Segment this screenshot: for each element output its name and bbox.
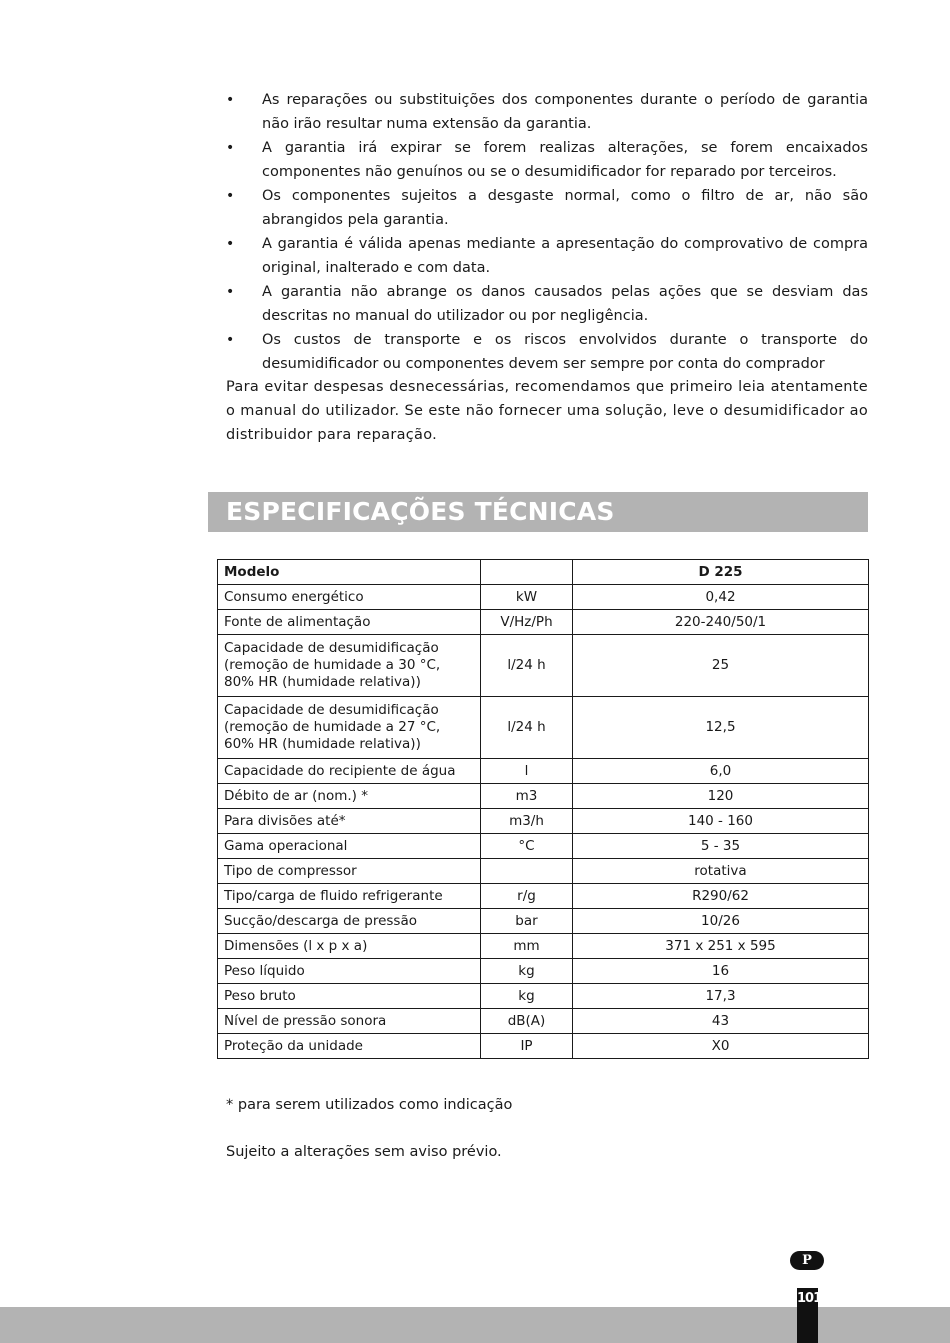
- table-row: [218, 834, 869, 859]
- spec-label: Peso bruto: [218, 984, 481, 1009]
- table-row: [218, 697, 869, 759]
- spec-label: Tipo/carga de fluido refrigerante: [218, 884, 481, 909]
- spec-label: Capacidade do recipiente de água: [218, 759, 481, 784]
- closing-paragraph: Para evitar despesas desnecessárias, recomendamos que primeiro leia atentamente o manual do utilizador. Se este não fornecer uma solução, leve o desumidificador ao distribuidor para reparação.: [226, 379, 868, 443]
- spec-unit: [481, 859, 573, 884]
- spec-value: 10/26: [573, 909, 869, 934]
- bullet-text: Os componentes sujeitos a desgaste normal, como o filtro de ar, não são abrangidos pela garantia.: [262, 188, 868, 228]
- spec-label: Gama operacional: [218, 834, 481, 859]
- disclaimer: Sujeito a alterações sem aviso prévio.: [226, 1144, 502, 1160]
- table-row: [218, 809, 869, 834]
- spec-value: 5 - 35: [573, 834, 869, 859]
- spec-value: 371 x 251 x 595: [573, 934, 869, 959]
- bullet-item: [226, 136, 868, 184]
- table-header-row: [218, 560, 869, 585]
- footnote: * para serem utilizados como indicação: [226, 1097, 513, 1113]
- table-row: [218, 1009, 869, 1034]
- table-row: [218, 1034, 869, 1059]
- spec-label: Dimensões (l x p x a): [218, 934, 481, 959]
- spec-unit: [481, 560, 573, 585]
- spec-unit: l/24 h: [481, 635, 573, 697]
- spec-label: Proteção da unidade: [218, 1034, 481, 1059]
- bullet-text: A garantia é válida apenas mediante a apresentação do comprovativo de compra original, inalterado e com data.: [262, 236, 868, 276]
- bullet-text: As reparações ou substituições dos componentes durante o período de garantia não irão resultar numa extensão da garantia.: [262, 92, 868, 132]
- spec-unit: m3/h: [481, 809, 573, 834]
- table-row: [218, 984, 869, 1009]
- bullet-item: [226, 184, 868, 232]
- spec-label: Débito de ar (nom.) *: [218, 784, 481, 809]
- table-row: [218, 934, 869, 959]
- language-badge: P: [790, 1251, 824, 1270]
- bullet-item: [226, 280, 868, 328]
- section-title: ESPECIFICAÇÕES TÉCNICAS: [208, 492, 868, 532]
- bullet-glyph: •: [226, 236, 235, 252]
- bullet-glyph: •: [226, 332, 235, 348]
- spec-label: Para divisões até*: [218, 809, 481, 834]
- spec-value: 43: [573, 1009, 869, 1034]
- spec-unit: l: [481, 759, 573, 784]
- bullet-glyph: •: [226, 92, 235, 108]
- bullet-item: [226, 328, 868, 376]
- bullet-glyph: •: [226, 284, 235, 300]
- spec-value: 12,5: [573, 697, 869, 759]
- spec-value: 25: [573, 635, 869, 697]
- spec-value: R290/62: [573, 884, 869, 909]
- spec-unit: °C: [481, 834, 573, 859]
- spec-unit: r/g: [481, 884, 573, 909]
- spec-label: Nível de pressão sonora: [218, 1009, 481, 1034]
- bullet-item: [226, 88, 868, 136]
- spec-value: 16: [573, 959, 869, 984]
- spec-unit: bar: [481, 909, 573, 934]
- spec-unit: IP: [481, 1034, 573, 1059]
- page-number: 101: [797, 1288, 818, 1343]
- table-row: [218, 959, 869, 984]
- spec-unit: dB(A): [481, 1009, 573, 1034]
- spec-unit: l/24 h: [481, 697, 573, 759]
- spec-label: Capacidade de desumidificação (remoção de humidade a 27 °C, 60% HR (humidade relativa)): [218, 697, 481, 759]
- bullet-text: A garantia não abrange os danos causados pelas ações que se desviam das descritas no manual do utilizador ou por negligência.: [262, 284, 868, 324]
- bullet-item: [226, 232, 868, 280]
- spec-label: Capacidade de desumidificação (remoção de humidade a 30 °C, 80% HR (humidade relativa)): [218, 635, 481, 697]
- spec-unit: kg: [481, 984, 573, 1009]
- table-row: [218, 635, 869, 697]
- spec-value: 6,0: [573, 759, 869, 784]
- spec-unit: m3: [481, 784, 573, 809]
- table-row: [218, 759, 869, 784]
- spec-value: X0: [573, 1034, 869, 1059]
- bullet-text: A garantia irá expirar se forem realizas alterações, se forem encaixados componentes não genuínos ou se o desumidificador for reparado por terceiros.: [262, 140, 868, 180]
- spec-value: 0,42: [573, 585, 869, 610]
- bullet-glyph: •: [226, 140, 235, 156]
- spec-label: Consumo energético: [218, 585, 481, 610]
- spec-label: Modelo: [218, 560, 481, 585]
- spec-unit: kW: [481, 585, 573, 610]
- spec-value: 120: [573, 784, 869, 809]
- bullet-text: Os custos de transporte e os riscos envolvidos durante o transporte do desumidificador ou componentes devem ser sempre por conta do comprador: [262, 332, 868, 372]
- table-row: [218, 610, 869, 635]
- spec-value: 220-240/50/1: [573, 610, 869, 635]
- spec-label: Peso líquido: [218, 959, 481, 984]
- spec-label: Sucção/descarga de pressão: [218, 909, 481, 934]
- spec-label: Fonte de alimentação: [218, 610, 481, 635]
- table-row: [218, 909, 869, 934]
- specs-table: [217, 559, 869, 1059]
- spec-unit: V/Hz/Ph: [481, 610, 573, 635]
- bullet-glyph: •: [226, 188, 235, 204]
- spec-value: 140 - 160: [573, 809, 869, 834]
- spec-value: rotativa: [573, 859, 869, 884]
- table-row: [218, 585, 869, 610]
- spec-value: D 225: [573, 560, 869, 585]
- table-row: [218, 784, 869, 809]
- spec-value: 17,3: [573, 984, 869, 1009]
- warranty-bullet-list: [226, 88, 868, 376]
- spec-unit: kg: [481, 959, 573, 984]
- table-row: [218, 884, 869, 909]
- spec-label: Tipo de compressor: [218, 859, 481, 884]
- spec-unit: mm: [481, 934, 573, 959]
- table-row: [218, 859, 869, 884]
